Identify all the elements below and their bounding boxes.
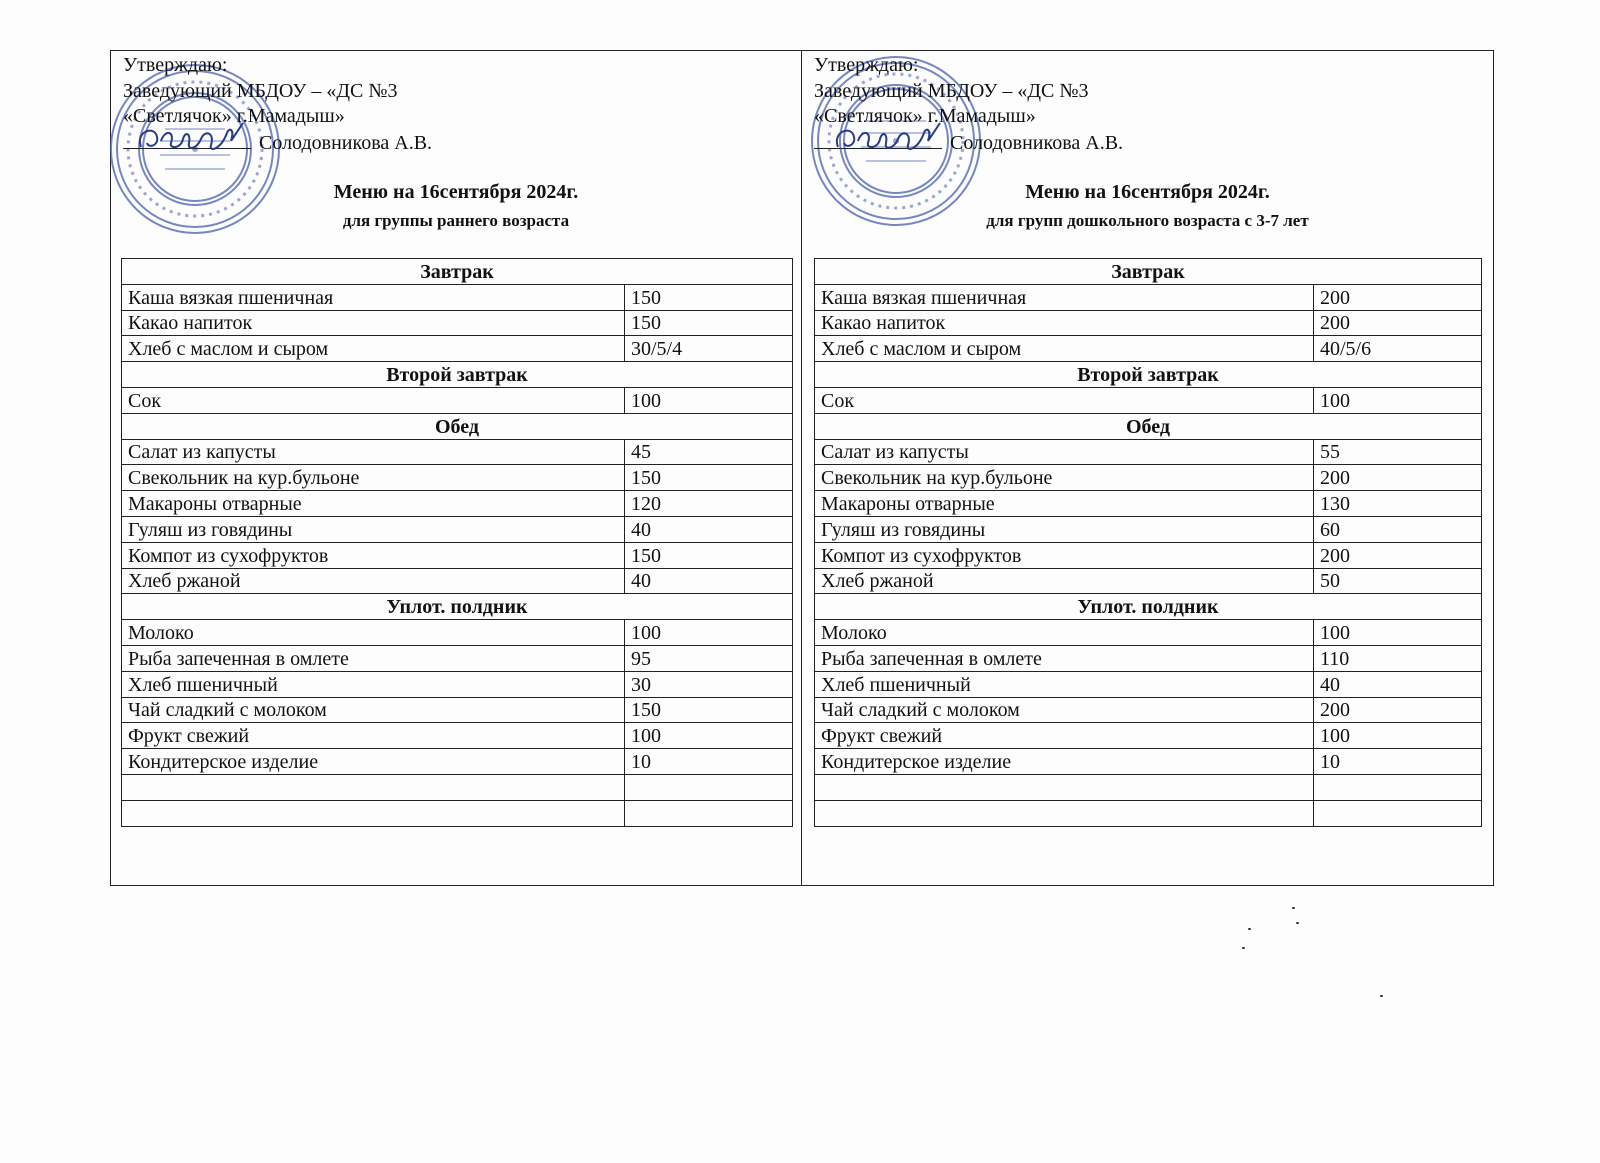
meal-section-label: Завтрак — [122, 259, 793, 285]
approval-organization: «Светлячок» г.Мамадыш» — [814, 105, 1036, 127]
table-row — [815, 491, 1482, 517]
scan-speck — [1248, 928, 1251, 930]
dish-portion — [1314, 774, 1482, 800]
dish-portion: 100 — [1314, 723, 1482, 749]
dish-name: Хлеб пшеничный — [122, 671, 625, 697]
table-row — [815, 697, 1482, 723]
dish-portion: 100 — [625, 723, 793, 749]
dish-name: Гуляш из говядины — [815, 516, 1314, 542]
menu-table — [121, 258, 793, 827]
dish-portion: 200 — [1314, 697, 1482, 723]
table-row — [815, 749, 1482, 775]
dish-name: Сок — [122, 387, 625, 413]
dish-portion: 200 — [1314, 284, 1482, 310]
dish-name: Компот из сухофруктов — [122, 542, 625, 568]
dish-portion: 200 — [1314, 310, 1482, 336]
dish-portion: 100 — [625, 620, 793, 646]
dish-name: Молоко — [122, 620, 625, 646]
dish-name — [122, 800, 625, 826]
approval-signer: Солодовникова А.В. — [950, 131, 1124, 154]
table-row — [122, 568, 793, 594]
dish-name: Чай сладкий с молоком — [815, 697, 1314, 723]
signature-line — [123, 130, 251, 149]
approval-position: Заведующий МБДОУ – «ДС №3 — [814, 79, 1089, 102]
dish-name: Гуляш из говядины — [122, 516, 625, 542]
table-row — [122, 542, 793, 568]
dish-name: Салат из капусты — [122, 439, 625, 465]
table-row — [815, 645, 1482, 671]
meal-section-row — [122, 413, 793, 439]
table-row — [815, 568, 1482, 594]
dish-name: Каша вязкая пшеничная — [815, 284, 1314, 310]
approval-signer-line — [123, 130, 432, 157]
meal-section-row — [122, 594, 793, 620]
dish-portion: 40 — [1314, 671, 1482, 697]
dish-portion — [625, 774, 793, 800]
table-row — [122, 671, 793, 697]
table-row — [815, 774, 1482, 800]
dish-portion: 45 — [625, 439, 793, 465]
approval-block — [814, 53, 1123, 156]
dish-portion: 150 — [625, 465, 793, 491]
table-row — [815, 439, 1482, 465]
menu-subtitle: для группы раннего возраста — [342, 211, 570, 230]
dish-portion: 100 — [1314, 620, 1482, 646]
meal-section-row — [122, 362, 793, 388]
scan-speck — [1292, 907, 1295, 909]
dish-name: Молоко — [815, 620, 1314, 646]
signature-line — [814, 130, 942, 149]
menu-panel-early-age — [111, 51, 802, 885]
dish-portion: 50 — [1314, 568, 1482, 594]
table-row — [122, 336, 793, 362]
dish-portion: 120 — [625, 491, 793, 517]
table-row — [122, 465, 793, 491]
dish-name: Кондитерское изделие — [815, 749, 1314, 775]
dish-name: Рыба запеченная в омлете — [122, 645, 625, 671]
table-row — [815, 387, 1482, 413]
table-row — [815, 516, 1482, 542]
dish-name: Рыба запеченная в омлете — [815, 645, 1314, 671]
dish-portion: 150 — [625, 697, 793, 723]
table-row — [122, 387, 793, 413]
dish-name: Какао напиток — [815, 310, 1314, 336]
dish-name: Какао напиток — [122, 310, 625, 336]
table-row — [815, 800, 1482, 826]
scan-speck — [1296, 922, 1299, 924]
dish-portion: 30/5/4 — [625, 336, 793, 362]
meal-section-label: Завтрак — [815, 259, 1482, 285]
approval-heading: Утверждаю: — [814, 54, 919, 76]
dish-name: Салат из капусты — [815, 439, 1314, 465]
approval-organization: «Светлячок» г.Мамадыш» — [123, 105, 345, 127]
meal-section-label: Второй завтрак — [815, 362, 1482, 388]
dish-portion: 40 — [625, 568, 793, 594]
table-row — [122, 645, 793, 671]
meal-section-label: Обед — [815, 413, 1482, 439]
meal-section-label: Обед — [122, 413, 793, 439]
meal-section-label: Уплот. полдник — [815, 594, 1482, 620]
dish-name: Свекольник на кур.бульоне — [815, 465, 1314, 491]
menu-title: Меню на 16сентября 2024г. — [1025, 181, 1270, 203]
table-row — [122, 310, 793, 336]
approval-heading: Утверждаю: — [123, 54, 228, 76]
meal-section-row — [815, 362, 1482, 388]
meal-section-label: Уплот. полдник — [122, 594, 793, 620]
dish-name: Чай сладкий с молоком — [122, 697, 625, 723]
approval-block — [123, 53, 432, 156]
table-row — [815, 310, 1482, 336]
dish-portion: 200 — [1314, 465, 1482, 491]
dish-portion: 150 — [625, 542, 793, 568]
table-row — [122, 284, 793, 310]
dish-name: Хлеб с маслом и сыром — [122, 336, 625, 362]
dish-portion: 100 — [625, 387, 793, 413]
menu-panel-preschool — [802, 51, 1493, 885]
dish-name: Хлеб с маслом и сыром — [815, 336, 1314, 362]
dish-name: Свекольник на кур.бульоне — [122, 465, 625, 491]
table-row — [815, 284, 1482, 310]
dish-name: Каша вязкая пшеничная — [122, 284, 625, 310]
scan-speck — [1380, 995, 1383, 997]
approval-signer: Солодовникова А.В. — [259, 131, 433, 154]
table-row — [122, 439, 793, 465]
dish-portion: 10 — [625, 749, 793, 775]
dish-name — [815, 774, 1314, 800]
meal-section-label: Второй завтрак — [122, 362, 793, 388]
table-row — [815, 671, 1482, 697]
dish-name — [815, 800, 1314, 826]
dish-name: Макароны отварные — [122, 491, 625, 517]
table-row — [122, 749, 793, 775]
table-row — [122, 723, 793, 749]
dish-name: Фрукт свежий — [815, 723, 1314, 749]
dish-name: Сок — [815, 387, 1314, 413]
dish-name: Хлеб ржаной — [122, 568, 625, 594]
table-row — [122, 516, 793, 542]
dish-portion: 60 — [1314, 516, 1482, 542]
meal-section-row — [815, 259, 1482, 285]
meal-section-row — [122, 259, 793, 285]
dish-name: Компот из сухофруктов — [815, 542, 1314, 568]
table-row — [122, 491, 793, 517]
menu-title: Меню на 16сентября 2024г. — [333, 181, 579, 203]
meal-section-row — [815, 594, 1482, 620]
menu-subtitle: для групп дошкольного возраста с 3-7 лет — [986, 211, 1309, 230]
dish-portion: 40 — [625, 516, 793, 542]
table-row — [815, 542, 1482, 568]
dish-portion: 30 — [625, 671, 793, 697]
dish-portion — [625, 800, 793, 826]
dish-name: Хлеб пшеничный — [815, 671, 1314, 697]
approval-position: Заведующий МБДОУ – «ДС №3 — [123, 79, 398, 102]
dish-portion: 55 — [1314, 439, 1482, 465]
dish-portion: 130 — [1314, 491, 1482, 517]
table-row — [122, 774, 793, 800]
dish-name: Фрукт свежий — [122, 723, 625, 749]
table-row — [122, 697, 793, 723]
table-row — [122, 800, 793, 826]
dish-name: Хлеб ржаной — [815, 568, 1314, 594]
menu-sheet — [110, 50, 1494, 886]
table-row — [815, 723, 1482, 749]
table-row — [815, 465, 1482, 491]
table-row — [122, 620, 793, 646]
table-row — [815, 336, 1482, 362]
dish-portion: 95 — [625, 645, 793, 671]
dish-name: Макароны отварные — [815, 491, 1314, 517]
dish-portion: 10 — [1314, 749, 1482, 775]
dish-name — [122, 774, 625, 800]
table-row — [815, 620, 1482, 646]
dish-portion: 100 — [1314, 387, 1482, 413]
meal-section-row — [815, 413, 1482, 439]
dish-portion: 110 — [1314, 645, 1482, 671]
dish-portion: 200 — [1314, 542, 1482, 568]
scan-speck — [1242, 947, 1245, 949]
dish-portion: 150 — [625, 284, 793, 310]
dish-portion — [1314, 800, 1482, 826]
dish-portion: 40/5/6 — [1314, 336, 1482, 362]
menu-table — [814, 258, 1482, 827]
dish-name: Кондитерское изделие — [122, 749, 625, 775]
dish-portion: 150 — [625, 310, 793, 336]
approval-signer-line — [814, 130, 1123, 157]
